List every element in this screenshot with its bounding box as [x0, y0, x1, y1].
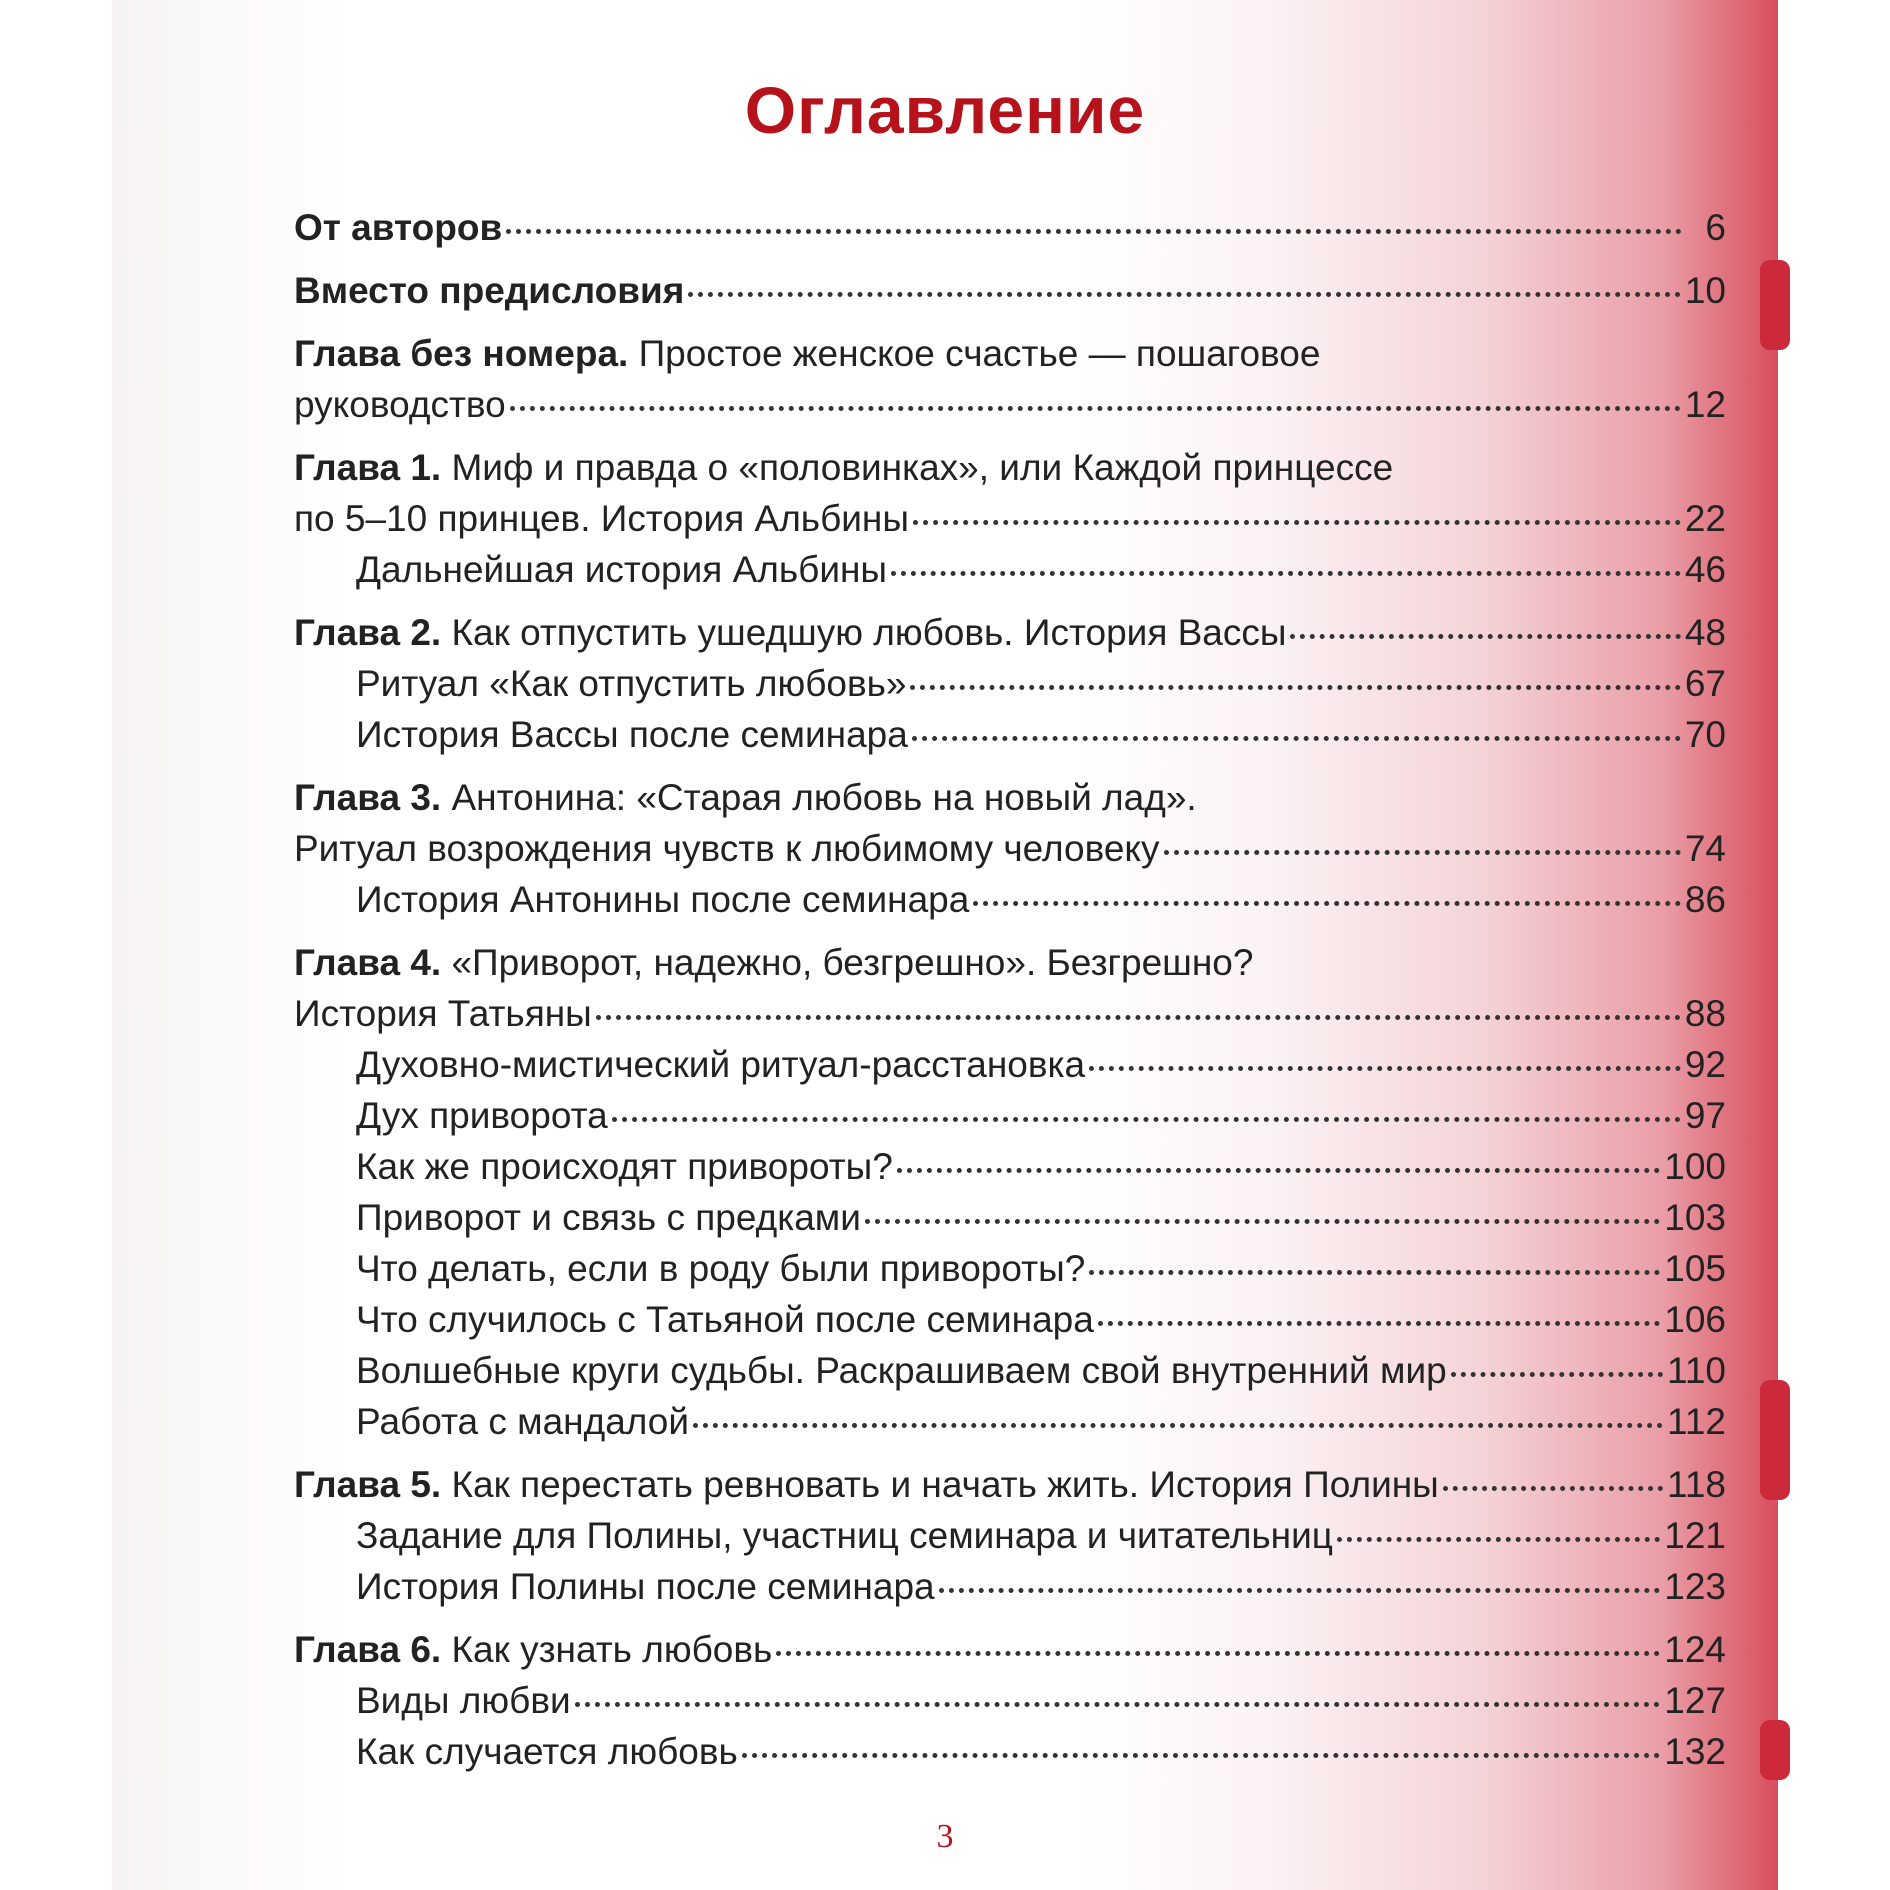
- toc-page-number: 121: [1664, 1515, 1726, 1556]
- toc-page-number: 110: [1667, 1350, 1726, 1391]
- toc-entry-title: История Полины после семинара: [356, 1566, 935, 1607]
- toc-subentry: [294, 1090, 1726, 1141]
- toc-entry: [294, 607, 1726, 658]
- toc-subentry: [294, 1726, 1726, 1777]
- toc-page-number: 70: [1684, 714, 1726, 755]
- toc-entry-chapter: Глава 1.: [294, 447, 442, 488]
- toc-page-number: 12: [1684, 384, 1726, 425]
- toc-page-number: 46: [1684, 549, 1726, 590]
- dot-leader: [596, 1015, 1681, 1020]
- toc-entry-title: Ритуал возрождения чувств к любимому человеку: [294, 828, 1160, 869]
- dot-leader: [1089, 1270, 1660, 1275]
- toc-entry-label: [356, 1039, 1085, 1090]
- toc-entry-chapter: Глава 3.: [294, 777, 442, 818]
- toc-page-number: 88: [1684, 993, 1726, 1034]
- toc-entry-title: Приворот и связь с предками: [356, 1197, 861, 1238]
- toc-entry: [294, 772, 1726, 823]
- toc-entry-label: [294, 607, 1286, 658]
- toc-entry-label: [294, 937, 1253, 988]
- toc-page-number: 92: [1684, 1044, 1726, 1085]
- toc-entry-title: Дух приворота: [356, 1095, 608, 1136]
- toc-entry-title: Что делать, если в роду были привороты?: [356, 1248, 1086, 1289]
- toc-subentry: [294, 874, 1726, 925]
- toc-entry-label: [356, 544, 887, 595]
- toc-entry-title: Духовно-мистический ритуал-расстановка: [356, 1044, 1086, 1085]
- toc-entry-label: [356, 1294, 1094, 1345]
- dot-leader: [688, 292, 1681, 297]
- toc-entry-label: [356, 1243, 1085, 1294]
- dot-leader: [939, 1588, 1661, 1593]
- toc-page-number: 105: [1664, 1248, 1726, 1289]
- dot-leader: [612, 1117, 1681, 1122]
- toc-page-number: 48: [1684, 612, 1726, 653]
- toc-entry-label: [356, 1090, 608, 1141]
- toc-entry-title: «Приворот, надежно, безгрешно». Безгрешно?: [441, 942, 1254, 983]
- toc-entry-label: [356, 1726, 738, 1777]
- toc-entry: [294, 328, 1726, 379]
- toc-subentry: [294, 1675, 1726, 1726]
- dot-leader: [1451, 1372, 1663, 1377]
- page-title: Оглавление: [744, 73, 1146, 147]
- toc-entry-label: [356, 709, 908, 760]
- toc-entry-label: [356, 1675, 571, 1726]
- dot-leader: [1164, 850, 1681, 855]
- toc-subentry: [294, 1345, 1726, 1396]
- toc-page-number: 124: [1664, 1629, 1726, 1670]
- dot-leader: [973, 901, 1681, 906]
- page-number: 3: [936, 1818, 954, 1855]
- toc-entry-chapter: Глава 2.: [294, 612, 442, 653]
- toc-entry-label: [294, 493, 909, 544]
- toc-entry-title: Волшебные круги судьбы. Раскрашиваем свой внутренний мир: [356, 1350, 1447, 1391]
- toc-entry-title: Ритуал «Как отпустить любовь»: [356, 663, 907, 704]
- toc-entry-title: Как узнать любовь: [441, 1629, 773, 1670]
- toc-entry-title: по 5–10 принцев. История Альбины: [294, 498, 909, 539]
- dot-leader: [1337, 1537, 1660, 1542]
- toc-entry-title: Виды любви: [356, 1680, 571, 1721]
- toc-entry-title: руководство: [294, 384, 506, 425]
- toc-entry-title: Задание для Полины, участниц семинара и читательниц: [356, 1515, 1333, 1556]
- toc-entry-label: [294, 1459, 1439, 1510]
- toc-entry-title: Как случается любовь: [356, 1731, 738, 1772]
- toc-entry-label: [356, 1345, 1447, 1396]
- toc-entry-title: История Антонины после семинара: [356, 879, 970, 920]
- dot-leader: [865, 1219, 1660, 1224]
- dot-leader: [510, 406, 1681, 411]
- toc-entry-label: [294, 772, 1197, 823]
- page-edge-bleed: [1760, 1380, 1790, 1500]
- dot-leader: [912, 736, 1681, 741]
- toc-entry-label: [294, 379, 506, 430]
- dot-leader: [910, 685, 1680, 690]
- toc-subentry: [294, 658, 1726, 709]
- toc-entry-title: Как перестать ревновать и начать жить. История Полины: [441, 1464, 1439, 1505]
- toc-entry: [294, 379, 1726, 430]
- toc-entry: [294, 202, 1726, 253]
- dot-leader: [776, 1651, 1660, 1656]
- toc-entry-label: [294, 265, 684, 316]
- toc-page-number: 112: [1667, 1401, 1726, 1442]
- toc-page-number: 103: [1664, 1197, 1726, 1238]
- toc-entry: [294, 1459, 1726, 1510]
- toc-page-number: 97: [1684, 1095, 1726, 1136]
- toc-entry-label: [294, 988, 592, 1039]
- toc-page-number: 106: [1664, 1299, 1726, 1340]
- toc-page-number: 118: [1667, 1464, 1726, 1505]
- toc-entry-title: История Татьяны: [294, 993, 592, 1034]
- dot-leader: [891, 571, 1681, 576]
- toc-entry-chapter: От авторов: [294, 207, 503, 248]
- toc-subentry: [294, 1561, 1726, 1612]
- dot-leader: [693, 1423, 1663, 1428]
- toc-entry-title: Как отпустить ушедшую любовь. История Вассы: [441, 612, 1287, 653]
- toc-entry: [294, 265, 1726, 316]
- toc-entry-chapter: Глава 4.: [294, 942, 442, 983]
- toc-entry-label: [294, 1624, 772, 1675]
- toc-entry-title: Дальнейшая история Альбины: [356, 549, 888, 590]
- toc-page-number: 6: [1705, 207, 1726, 248]
- toc-subentry: [294, 1039, 1726, 1090]
- dot-leader: [506, 229, 1682, 234]
- toc-entry-label: [356, 1192, 861, 1243]
- toc-page-number: 127: [1664, 1680, 1726, 1721]
- toc-entry-label: [356, 658, 906, 709]
- toc-subentry: [294, 1396, 1726, 1447]
- toc-subentry: [294, 1294, 1726, 1345]
- toc-subentry: [294, 1243, 1726, 1294]
- dot-leader: [575, 1702, 1661, 1707]
- table-of-contents: [294, 202, 1726, 1777]
- toc-entry-label: [356, 1561, 935, 1612]
- toc-page-number: 22: [1684, 498, 1726, 539]
- toc-entry: [294, 988, 1726, 1039]
- toc-page-number: 10: [1684, 270, 1726, 311]
- page-edge-bleed: [1760, 1720, 1790, 1780]
- dot-leader: [1443, 1486, 1663, 1491]
- toc-subentry: [294, 1192, 1726, 1243]
- toc-entry-label: [294, 328, 1320, 379]
- book-page: [112, 0, 1778, 1890]
- toc-entry-label: [294, 202, 502, 253]
- toc-entry-title: История Вассы после семинара: [356, 714, 908, 755]
- toc-subentry: [294, 1141, 1726, 1192]
- toc-entry-label: [294, 442, 1393, 493]
- toc-subentry: [294, 1510, 1726, 1561]
- toc-entry: [294, 823, 1726, 874]
- dot-leader: [1098, 1321, 1660, 1326]
- toc-entry: [294, 442, 1726, 493]
- toc-subentry: [294, 544, 1726, 595]
- dot-leader: [1290, 634, 1680, 639]
- page-edge-bleed: [1760, 260, 1790, 350]
- dot-leader: [913, 520, 1681, 525]
- toc-entry-title: Как же происходят привороты?: [356, 1146, 893, 1187]
- toc-entry-title: Работа с мандалой: [356, 1401, 690, 1442]
- toc-entry-chapter: Глава без номера.: [294, 333, 629, 374]
- toc-page-number: 132: [1664, 1731, 1726, 1772]
- toc-entry-title: Антонина: «Старая любовь на новый лад».: [441, 777, 1197, 818]
- toc-page-number: 67: [1684, 663, 1726, 704]
- toc-entry-label: [356, 874, 969, 925]
- toc-entry-chapter: Глава 5.: [294, 1464, 442, 1505]
- toc-entry-title: Миф и правда о «половинках», или Каждой принцессе: [441, 447, 1394, 488]
- toc-entry-chapter: Вместо предисловия: [294, 270, 685, 311]
- toc-entry: [294, 1624, 1726, 1675]
- toc-page-number: 86: [1684, 879, 1726, 920]
- toc-page-number: 74: [1684, 828, 1726, 869]
- toc-entry-label: [356, 1510, 1333, 1561]
- toc-subentry: [294, 709, 1726, 760]
- dot-leader: [897, 1168, 1660, 1173]
- toc-entry: [294, 493, 1726, 544]
- toc-entry-chapter: Глава 6.: [294, 1629, 442, 1670]
- toc-entry-label: [356, 1141, 893, 1192]
- toc-entry: [294, 937, 1726, 988]
- toc-page-number: 100: [1664, 1146, 1726, 1187]
- toc-entry-title: Простое женское счастье — пошаговое: [628, 333, 1321, 374]
- dot-leader: [1089, 1066, 1681, 1071]
- toc-entry-label: [294, 823, 1160, 874]
- dot-leader: [742, 1753, 1660, 1758]
- toc-entry-title: Что случилось с Татьяной после семинара: [356, 1299, 1094, 1340]
- toc-page-number: 123: [1664, 1566, 1726, 1607]
- toc-entry-label: [356, 1396, 689, 1447]
